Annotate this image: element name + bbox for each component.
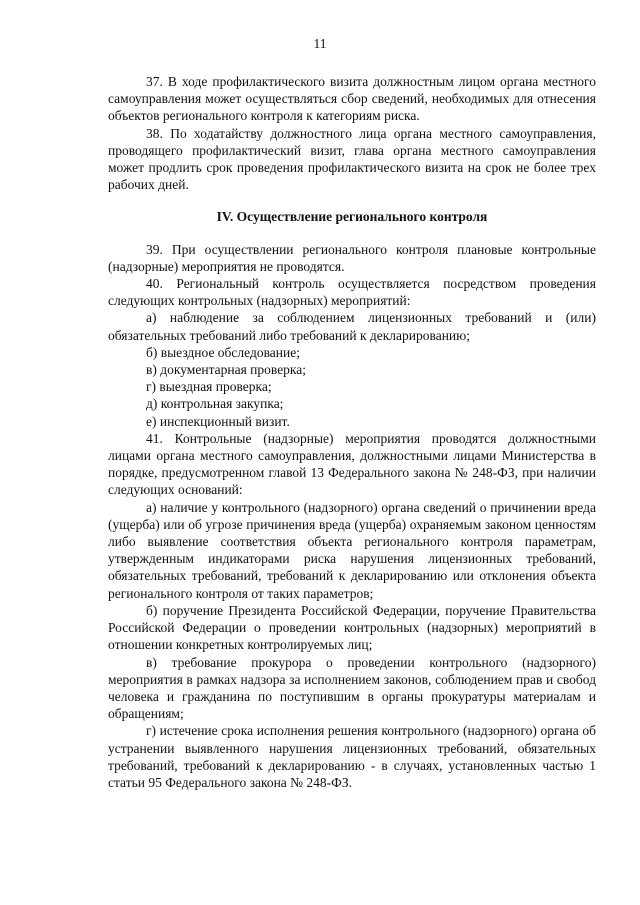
paragraph-39: 39. При осуществлении регионального контроля плановые контрольные (надзорные) мероприятия не проводятся. [108,241,596,274]
list-item-41b: б) поручение Президента Российской Федерации, поручение Правительства Российской Федерации о проведении контрольных (надзорных) мероприятий в отношении конкретных контролируемых лиц; [108,602,596,653]
list-item-40d: д) контрольная закупка; [146,396,284,412]
list-item-40v: в) документарная проверка; [146,362,307,378]
document-body [108,73,596,791]
paragraph-37: 37. В ходе профилактического визита должностным лицом органа местного самоуправления может осуществляться сбор сведений, необходимых для отнесения объектов регионального контроля к категориям риска. [108,74,596,124]
list-item-40b: б) выездное обследование; [146,344,300,360]
paragraph-40: 40. Региональный контроль осуществляется посредством проведения следующих контрольных (надзорных) мероприятий: [108,276,596,309]
paragraph-41: 41. Контрольные (надзорные) мероприятия проводятся должностными лицами органа местного самоуправления, должностными лицами Министерства в порядке, предусмотренном главой 13 Федерального закона № 248-ФЗ, при наличии следующих оснований: [108,430,596,498]
section-heading: IV. Осуществление регионального контроля [216,209,488,225]
list-item-41g: г) истечение срока исполнения решения контрольного (надзорного) органа об устранении выявленного нарушения лицензионных требований, обязательных требований, требований к декларированию - в случаях, установленных частью 1 статьи 95 Федерального закона № 248-ФЗ. [108,723,596,790]
list-item-40a: а) наблюдение за соблюдением лицензионных требований и (или) обязательных требований либо требований к декларированию; [108,310,596,343]
list-item-41a: а) наличие у контрольного (надзорного) органа сведений о причинении вреда (ущерба) или об угрозе причинения вреда (ущерба) охраняемым законом ценностям либо выявление соответствия объекта регионального контроля параметрам, утвержденным индикаторами риска нарушения лицензионных требований, обязательных требований, требований к декларированию или отклонения объекта регионального контроля от таких параметров; [108,499,596,601]
paragraph-38: 38. По ходатайству должностного лица органа местного самоуправления, проводящего профилактический визит, глава органа местного самоуправления может продлить срок проведения профилактического визита на срок не более трех рабочих дней. [108,125,596,193]
page-number: 11 [313,36,327,51]
list-item-40g: г) выездная проверка; [146,379,272,395]
list-item-40e: е) инспекционный визит. [146,413,290,429]
list-item-41v: в) требование прокурора о проведении контрольного (надзорного) мероприятия в рамках надзора за исполнением законов, соблюдением прав и свобод человека и гражданина по поступившим в органы прокуратуры материалам и обращениям; [108,654,596,722]
